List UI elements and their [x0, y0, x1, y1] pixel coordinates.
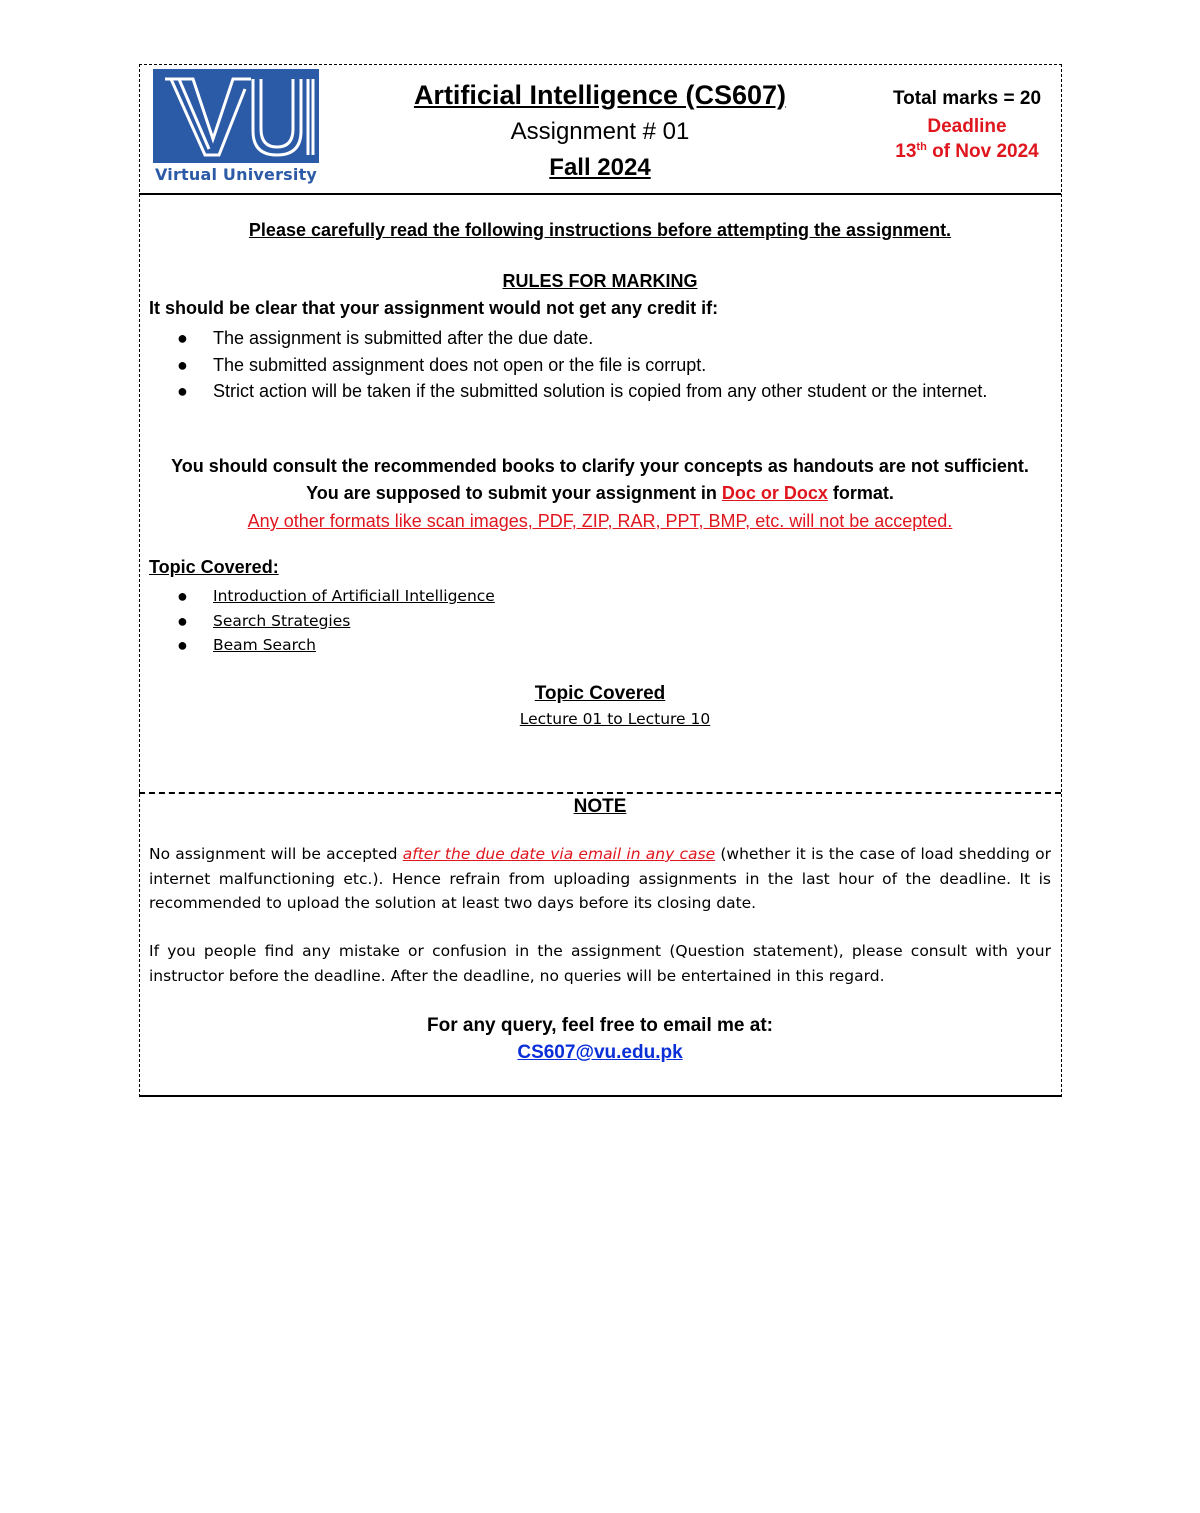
bullet-icon: ● — [177, 586, 188, 606]
format-highlight: Doc or Docx — [721, 483, 828, 503]
credit-line: It should be clear that your assignment would not get any credit if: — [149, 298, 719, 318]
topics-list — [149, 584, 495, 658]
note-paragraph-mistakes: If you people find any mistake or confusion in the assignment (Question statement), please consult with your instructor before the deadline. After the deadline, no queries will be entertained in this regard. — [149, 942, 1051, 985]
consult-note: You should consult the recommended books to clarify your concepts as handouts are not sufficient. — [171, 456, 1029, 476]
deadline-label: Deadline — [927, 116, 1007, 137]
list-item: ● Strict action will be taken if the submitted solution is copied from any other student or the internet. — [149, 378, 1051, 405]
vu-logo-mark — [153, 69, 319, 163]
query-line: For any query, feel free to email me at: — [427, 1015, 773, 1036]
total-marks: Total marks = 20 — [892, 88, 1042, 109]
vu-logo-caption: Virtual University — [154, 165, 318, 184]
bullet-icon: ● — [177, 328, 188, 348]
list-item: ● Search Strategies — [149, 609, 495, 634]
submit-format-note: You are supposed to submit your assignment in Doc or Docx format. — [306, 483, 894, 503]
topics-heading: Topic Covered: — [149, 557, 279, 577]
topics-heading-2: Topic Covered — [534, 683, 666, 704]
rules-list — [149, 325, 1051, 405]
term-label: Fall 2024 — [549, 154, 651, 181]
bullet-icon: ● — [177, 381, 188, 401]
assignment-number: Assignment # 01 — [510, 118, 690, 145]
bullet-icon: ● — [177, 354, 188, 375]
late-emphasis: after the due date via email in any case — [402, 845, 716, 863]
note-heading: NOTE — [573, 796, 627, 817]
rules-heading: RULES FOR MARKING — [502, 271, 698, 291]
header-divider — [139, 193, 1061, 195]
list-item: ● The submitted assignment does not open or the file is corrupt. — [149, 352, 1051, 379]
section-divider — [139, 792, 1061, 794]
vu-logo — [153, 69, 320, 187]
lecture-range: Lecture 01 to Lecture 10 — [519, 710, 711, 728]
list-item: ● Introduction of Artificiall Intelligence — [149, 584, 495, 609]
course-title: Artificial Intelligence (CS607) — [413, 80, 787, 110]
deadline-date: 13th of Nov 2024 — [895, 141, 1039, 162]
other-formats-warning: Any other formats like scan images, PDF, ZIP, RAR, PPT, BMP, etc. will not be accepted. — [247, 511, 953, 531]
list-item: ● The assignment is submitted after the due date. — [149, 325, 1051, 352]
bullet-icon: ● — [177, 635, 188, 655]
note-paragraph-late: No assignment will be accepted after the due date via email in any case (whether it is the case of load shedding or internet malfunctioning etc.). Hence refrain from uploading assignments in the last hour of the deadline. It is recommended to upload the solution at least two days before its closing date. — [149, 845, 1051, 912]
list-item: ● Beam Search — [149, 633, 495, 658]
bullet-icon: ● — [177, 610, 188, 631]
email-link[interactable]: CS607@vu.edu.pk — [517, 1042, 683, 1063]
instructions-intro: Please carefully read the following instructions before attempting the assignment. — [248, 220, 952, 240]
